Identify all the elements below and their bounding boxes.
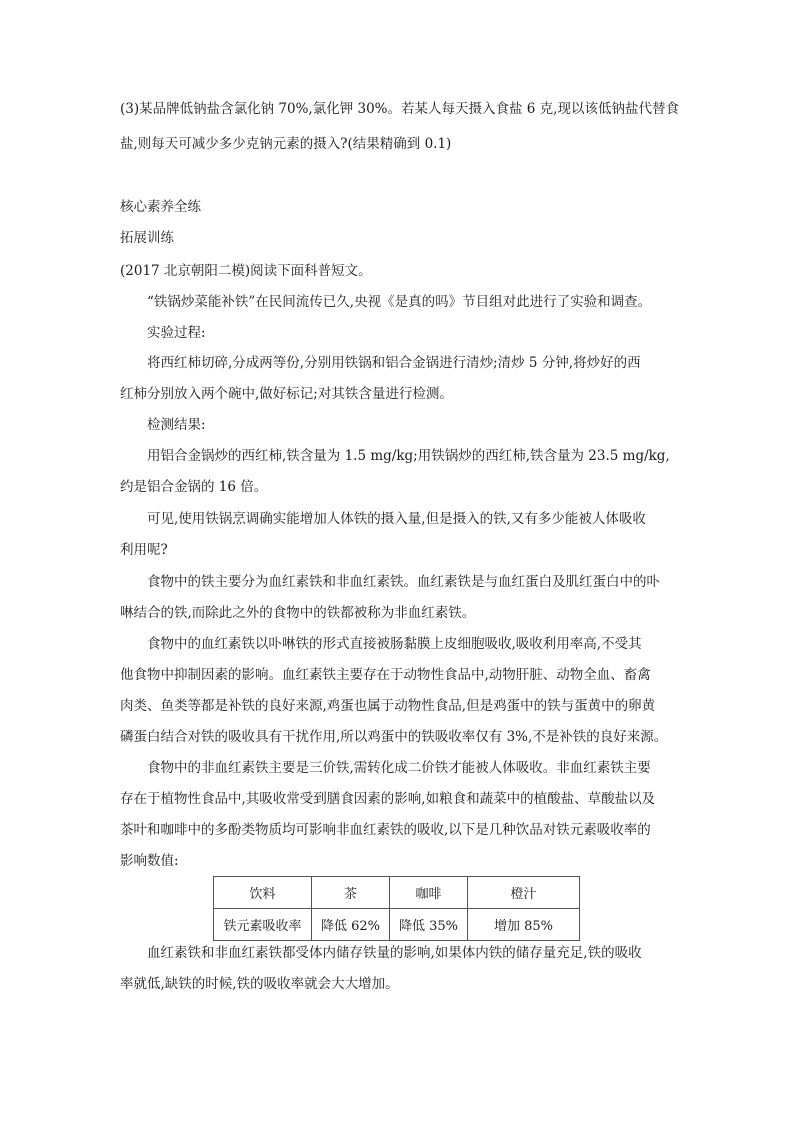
table-row (214, 909, 580, 941)
table-cell: 增加 85% (468, 909, 580, 941)
table-header-cell: 饮料 (214, 877, 312, 909)
question3-line1: (3)某品牌低钠盐含氯化钠 70%,氯化钾 30%。若某人每天摄入食盐 6 克,现以该低钠盐代替食 (120, 101, 679, 117)
table-header-row (214, 877, 580, 909)
table-cell: 铁元素吸收率 (214, 909, 312, 941)
nonheme-line-1: 食物中的非血红素铁主要是三价铁,需转化成二价铁才能被人体吸收。非血红素铁主要 (147, 760, 651, 776)
heme-line-2: 他食物中抑制因素的影响。血红素铁主要存在于动物性食品中,动物肝脏、动物全血、畜禽 (120, 667, 651, 683)
heme-line-3: 肉类、鱼类等都是补铁的良好来源,鸡蛋也属于动物性食品,但是鸡蛋中的铁与蛋黄中的卵黄 (120, 698, 656, 714)
conclusion-line-1: 可见,使用铁锅烹调确实能增加人体铁的摄入量,但是摄入的铁,又有多少能被人体吸收 (147, 511, 646, 527)
result-line-2: 约是铝合金锅的 16 倍。 (120, 479, 268, 495)
process-title: 实验过程: (147, 325, 206, 341)
conclusion-line-2: 利用呢? (120, 542, 168, 558)
heme-line-4: 磷蛋白结合对铁的吸收具有干扰作用,所以鸡蛋中的铁吸收率仅有 3%,不是补铁的良好来源。 (120, 729, 668, 745)
result-line-1: 用铝合金锅炒的西红柿,铁含量为 1.5 mg/kg;用铁锅炒的西红柿,铁含量为 23.5 mg/kg, (147, 448, 670, 464)
result-title: 检测结果: (147, 417, 206, 433)
table-header-cell: 茶 (312, 877, 390, 909)
process-line-1: 将西红柿切碎,分成两等份,分别用铁锅和铝合金锅进行清炒;清炒 5 分钟,将炒好的西 (147, 355, 641, 371)
absorption-table (213, 876, 580, 941)
types-line-2: 啉结合的铁,而除此之外的食物中的铁都被称为非血红素铁。 (120, 605, 476, 621)
article-intro: “铁锅炒菜能补铁”在民间流传已久,央视《是真的吗》节目组对此进行了实验和调查。 (147, 294, 652, 310)
table-cell: 降低 35% (390, 909, 468, 941)
section-subheading: 拓展训练 (120, 230, 174, 246)
source-line: (2017 北京朝阳二模)阅读下面科普短文。 (120, 263, 372, 279)
types-line-1: 食物中的铁主要分为血红素铁和非血红素铁。血红素铁是与血红蛋白及肌红蛋白中的卟 (147, 574, 660, 590)
question3-line2: 盐,则每天可减少多少克钠元素的摄入?(结果精确到 0.1) (120, 136, 452, 152)
table-header-cell: 咖啡 (390, 877, 468, 909)
process-line-2: 红柿分别放入两个碗中,做好标记;对其铁含量进行检测。 (120, 386, 453, 402)
table-header-cell: 橙汁 (468, 877, 580, 909)
table-cell: 降低 62% (312, 909, 390, 941)
storage-line-2: 率就低,缺铁的时候,铁的吸收率就会大大增加。 (120, 976, 399, 992)
nonheme-line-2: 存在于植物性食品中,其吸收常受到膳食因素的影响,如粮食和蔬菜中的植酸盐、草酸盐以及 (120, 791, 656, 807)
storage-line-1: 血红素铁和非血红素铁都受体内储存铁量的影响,如果体内铁的储存量充足,铁的吸收 (147, 945, 642, 961)
section-heading: 核心素养全练 (120, 199, 201, 215)
heme-line-1: 食物中的血红素铁以卟啉铁的形式直接被肠黏膜上皮细胞吸收,吸收利用率高,不受其 (147, 636, 642, 652)
nonheme-line-3: 茶叶和咖啡中的多酚类物质均可影响非血红素铁的吸收,以下是几种饮品对铁元素吸收率的 (120, 822, 651, 838)
nonheme-line-4: 影响数值: (120, 853, 179, 869)
